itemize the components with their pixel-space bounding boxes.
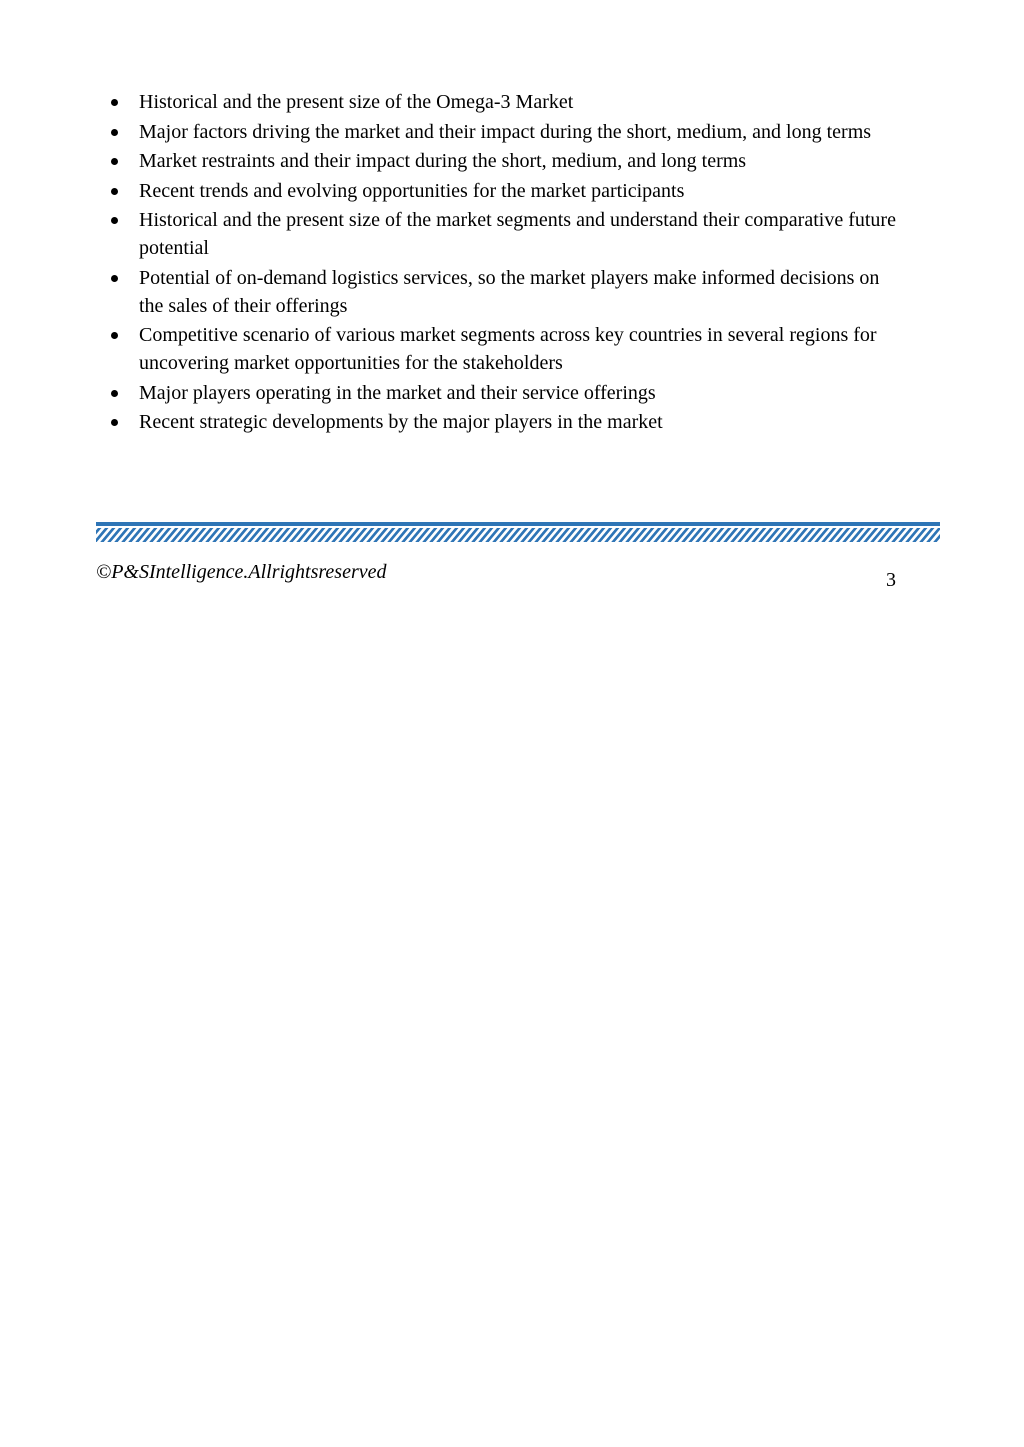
bullet-item	[106, 321, 906, 377]
bullet-dot-icon	[111, 99, 118, 106]
bullet-dot-icon	[111, 275, 118, 282]
page-number: 3	[886, 569, 896, 591]
bullet-item	[106, 118, 906, 146]
bullet-dot-icon	[111, 217, 118, 224]
bullet-dot-icon	[111, 332, 118, 339]
bullet-text: Recent trends and evolving opportunities for the market participants	[139, 179, 685, 202]
footer-copyright: ©P&SIntelligence.Allrightsreserved	[96, 561, 387, 583]
bullet-item	[106, 379, 906, 407]
bullet-text: Potential of on-demand logistics services, so the market players make informed decisions on the sales of their offerings	[139, 266, 880, 317]
bullet-item	[106, 206, 906, 262]
bullet-text: Historical and the present size of the Omega-3 Market	[139, 91, 574, 113]
bullet-item	[106, 147, 906, 175]
bullet-item	[106, 88, 906, 116]
footer-divider-hatch	[96, 528, 940, 542]
bullet-dot-icon	[111, 129, 118, 136]
bullet-item	[106, 177, 906, 205]
bullet-text: Competitive scenario of various market segments across key countries in several regions for uncovering market opportunities for the stakeholders	[139, 324, 877, 374]
bullet-item	[106, 408, 906, 436]
bullet-text: Recent strategic developments by the major players in the market	[139, 411, 663, 433]
bullet-dot-icon	[111, 419, 118, 426]
bullet-text: Major players operating in the market and their service offerings	[139, 381, 656, 404]
bullet-text: Market restraints and their impact during the short, medium, and long terms	[139, 150, 747, 172]
bullet-item	[106, 264, 906, 320]
footer-divider-top-line	[96, 522, 940, 526]
bullet-dot-icon	[111, 390, 118, 397]
bullet-dot-icon	[111, 188, 118, 195]
bullet-list	[106, 88, 906, 438]
bullet-text: Historical and the present size of the market segments and understand their comparative future potential	[139, 209, 896, 259]
footer-divider	[96, 522, 940, 542]
bullet-text: Major factors driving the market and their impact during the short, medium, and long terms	[139, 120, 872, 143]
bullet-dot-icon	[111, 158, 118, 165]
